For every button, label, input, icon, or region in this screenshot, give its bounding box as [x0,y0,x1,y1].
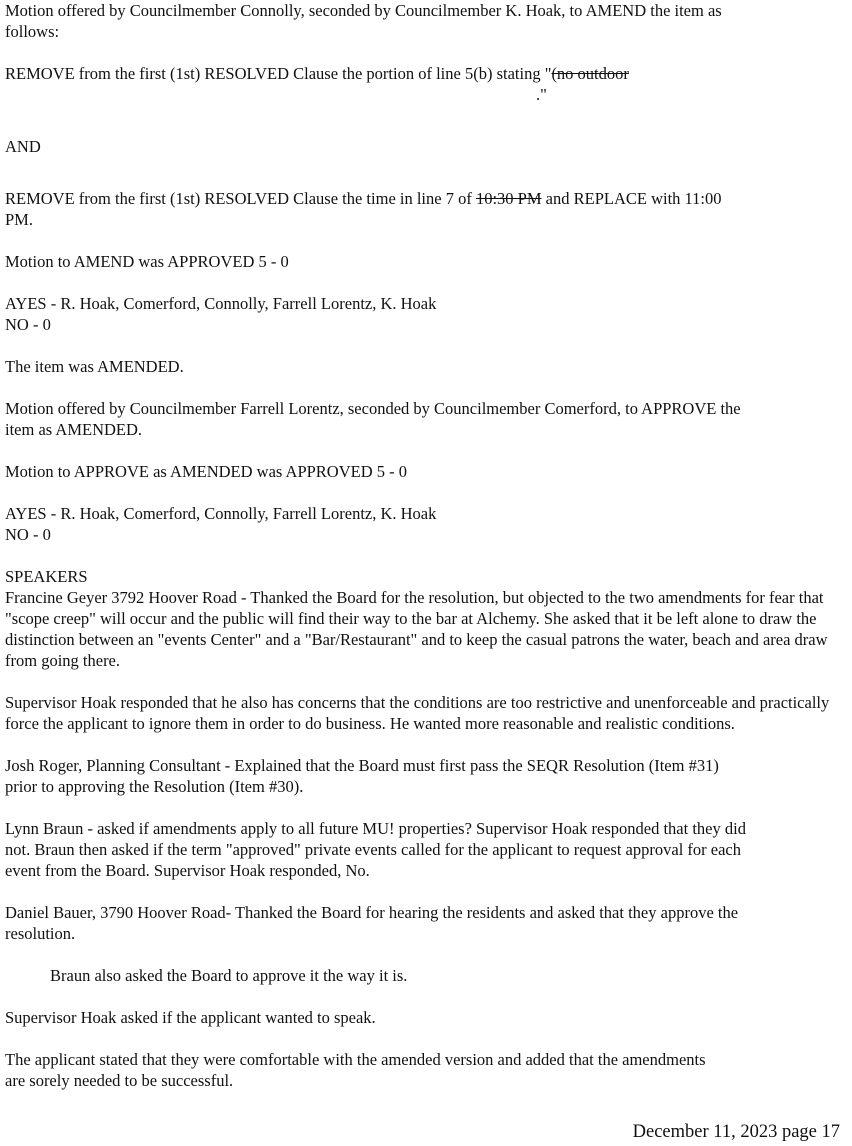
speaker-bauer: Daniel Bauer, 3790 Hoover Road- Thanked the Board for hearing the residents and asked that they approve the resolution. [5,903,739,943]
speaker-braun: Lynn Braun - asked if amendments apply to all future MU! properties? Supervisor Hoak responded that they did not. Braun then asked if the term "approved" private events called for the applicant to request approval for each event from the Board. Supervisor Hoak responded, No. [5,819,746,880]
remove-clause-1-trail: ." [536,85,547,104]
remove-clause-2 [5,188,747,230]
supervisor-hoak-response: Supervisor Hoak responded that he also has concerns that the conditions are too restrictive and unenforceable and practically force the applicant to ignore them in order to do business. He wanted more reasonable and realistic conditions. [5,693,830,733]
supervisor-hoak-ask: Supervisor Hoak asked if the applicant wanted to speak. [5,1008,376,1027]
remove-clause-1 [5,63,765,84]
page-footer: December 11, 2023 page 17 [632,1122,840,1142]
amend-vote-result: Motion to AMEND was APPROVED 5 - 0 [5,252,289,271]
ayes-line-2: AYES - R. Hoak, Comerford, Connolly, Farrell Lorentz, K. Hoak [5,504,437,523]
remove-clause-2-struck-text: 10:30 PM [475,189,542,208]
motion-amend-paragraph: Motion offered by Councilmember Connolly, seconded by Councilmember K. Hoak, to AMEND the item as follows: [5,1,722,41]
speaker-geyer: Francine Geyer 3792 Hoover Road - Thanked the Board for the resolution, but objected to the two amendments for fear that "scope creep" will occur and the public will find their way to the bar at Alchemy. She asked that it be left alone to draw the distinction between an "events Center" and a "Bar/Restaurant" and to keep the casual patrons the water, beach and area draw from going there. [5,588,828,670]
braun-followup: Braun also asked the Board to approve it the way it is. [50,966,408,985]
item-amended-line: The item was AMENDED. [5,357,184,376]
motion-approve-paragraph: Motion offered by Councilmember Farrell Lorentz, seconded by Councilmember Comerford, to APPROVE the item as AMENDED. [5,399,741,439]
ayes-line-1: AYES - R. Hoak, Comerford, Connolly, Farrell Lorentz, K. Hoak [5,294,437,313]
no-line-1: NO - 0 [5,315,51,334]
remove-clause-2-trail: and REPLACE with 11:00 PM. [5,189,722,229]
remove-clause-2-lead: REMOVE from the first (1st) RESOLVED Clause the time in line 7 of [5,189,476,208]
speakers-heading: SPEAKERS [5,567,88,586]
and-connector: AND [5,137,41,156]
approve-vote-result: Motion to APPROVE as AMENDED was APPROVED 5 - 0 [5,462,407,481]
remove-clause-1-lead: REMOVE from the first (1st) RESOLVED Clause the portion of line 5(b) stating " [5,64,552,83]
no-line-2: NO - 0 [5,525,51,544]
remove-clause-1-struck-text: (no outdoor [551,64,629,83]
document-page [5,0,847,1091]
applicant-statement: The applicant stated that they were comfortable with the amended version and added that the amendments are sorely needed to be successful. [5,1050,706,1090]
speaker-roger: Josh Roger, Planning Consultant - Explained that the Board must first pass the SEQR Resolution (Item #31) prior to approving the Resolution (Item #30). [5,756,719,796]
